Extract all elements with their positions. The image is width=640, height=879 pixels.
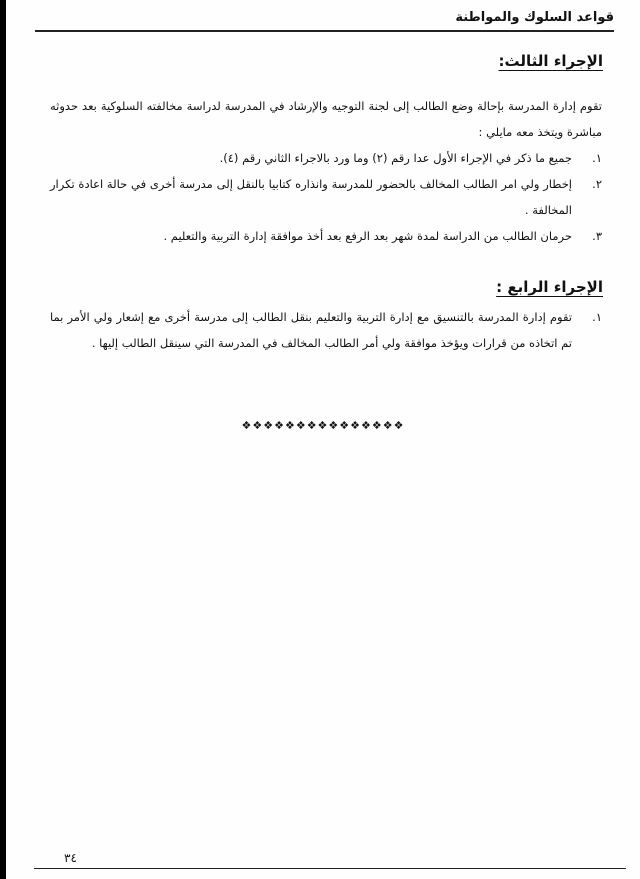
procedure-3-item: [50, 145, 602, 171]
item-number: ١.: [592, 151, 602, 165]
item-number: ٣.: [592, 229, 602, 243]
item-text: جميع ما ذكر في الإجراء الأول عدا رقم (٢) وما ورد بالاجراء الثاني رقم (٤).: [219, 151, 572, 165]
header-title: قواعد السلوك والمواطنة: [455, 10, 614, 25]
footer-rule: [34, 868, 626, 869]
page-number: ٣٤: [64, 851, 77, 865]
document-page: [6, 0, 640, 879]
diamond-separator: ❖❖❖❖❖❖❖❖❖❖❖❖❖❖❖: [241, 419, 405, 432]
item-text: تقوم إدارة المدرسة بالتنسيق مع إدارة التربية والتعليم بنقل الطالب إلى مدرسة أخرى مع إشعار ولي الأمر بما تم اتخاذه من قرارات ويؤخذ موافقة ولي أمر الطالب المخالف في المدرسة التي سينقل الطالب إليها .: [50, 310, 572, 350]
item-number: ١.: [592, 310, 602, 324]
item-text: حرمان الطالب من الدراسة لمدة شهر بعد الرفع بعد أخذ موافقة إدارة التربية والتعليم .: [163, 229, 572, 243]
page-header: [35, 0, 614, 32]
item-text: إخطار ولي امر الطالب المخالف بالحضور للمدرسة وانذاره كتابيا بالنقل إلى مدرسة أخرى في حالة اعادة تكرار المخالفة .: [50, 177, 572, 217]
item-number: ٢.: [592, 177, 602, 191]
procedure-3-item: [50, 223, 602, 249]
procedure-3-heading: الإجراء الثالث:: [498, 52, 603, 70]
procedure-3-item: [50, 171, 602, 223]
procedure-3-intro: تقوم إدارة المدرسة بإحالة وضع الطالب إلى لجنة التوجيه والإرشاد في المدرسة لدراسة مخالفته السلوكية بعد حدوثه مباشرة ويتخذ معه مايلي :: [50, 99, 602, 139]
procedure-4-item: [50, 304, 602, 356]
procedure-4-heading: الإجراء الرابع :: [496, 278, 603, 296]
